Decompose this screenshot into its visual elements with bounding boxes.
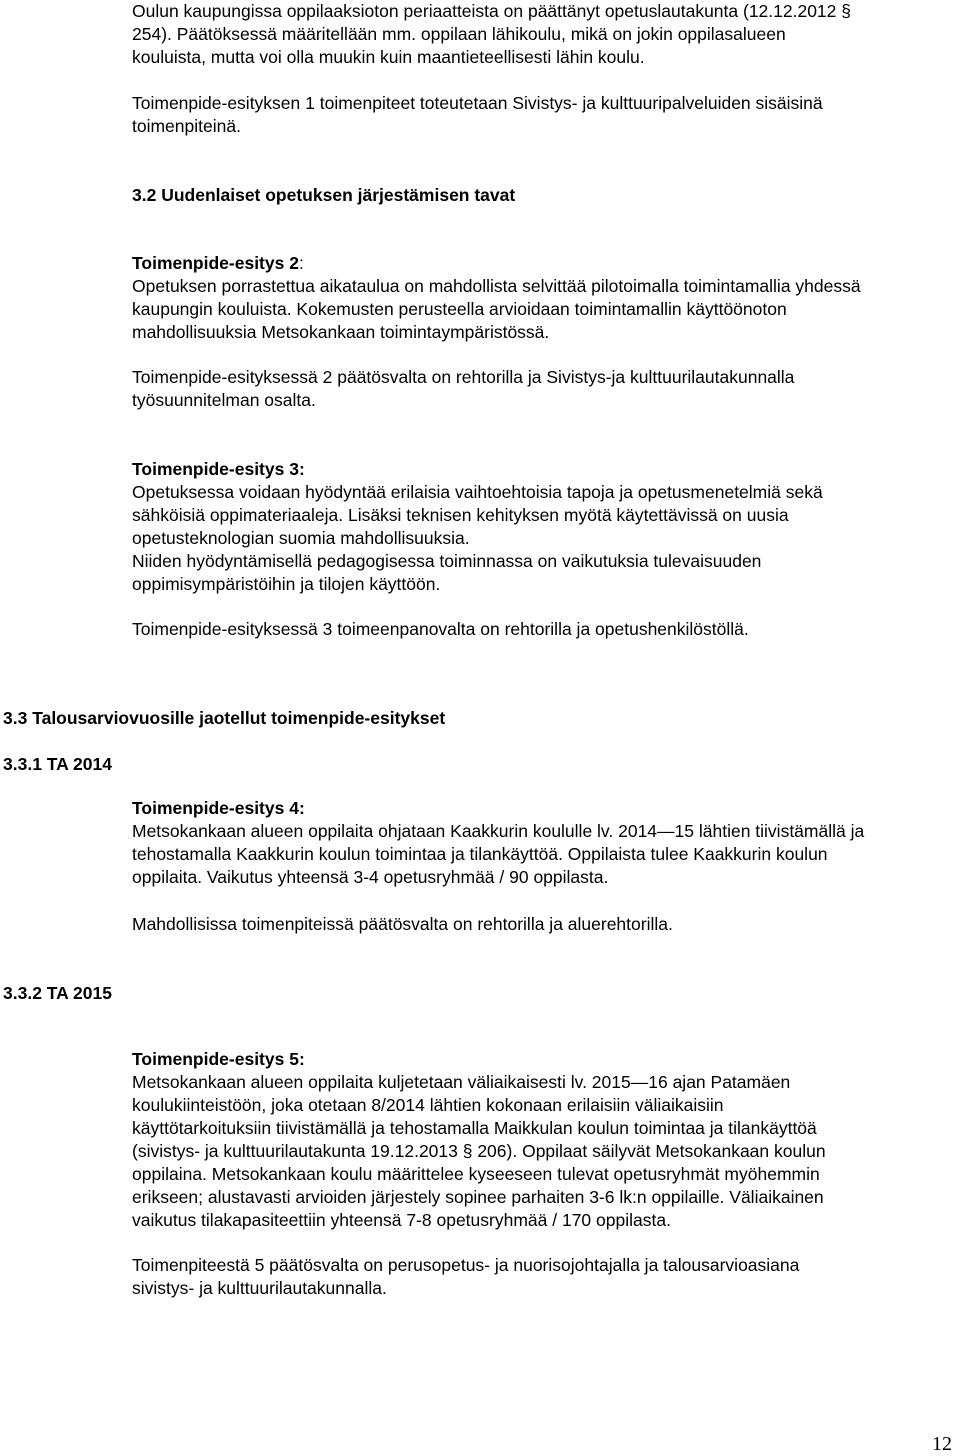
text-line: koulukiinteistöön, joka otetaan 8/2014 lähtien kokonaan erilaisiin väliaikaisiin	[132, 1095, 724, 1115]
text-line: kaupungin kouluista. Kokemusten perusteella arvioidaan toimintamallin käyttöönoton	[132, 299, 787, 319]
proposal-4-title: Toimenpide-esitys 4:	[132, 798, 305, 818]
text-line: 254). Päätöksessä määritellään mm. oppilaan lähikoulu, mikä on jokin oppilasalueen	[132, 24, 786, 44]
text-line: vaikutus tilakapasiteettiin yhteensä 7-8 opetusryhmää / 170 oppilasta.	[132, 1210, 671, 1230]
text-line: mahdollisuuksia Metsokankaan toimintaympäristössä.	[132, 322, 550, 342]
text-line: Metsokankaan alueen oppilaita kuljetetaan väliaikaisesti lv. 2015—16 ajan Patamäen	[132, 1072, 791, 1092]
decision-3	[132, 618, 749, 641]
proposal-5	[132, 1048, 826, 1232]
text-line: Opetuksessa voidaan hyödyntää erilaisia vaihtoehtoisia tapoja ja opetusmenetelmiä sekä	[132, 482, 823, 502]
proposal-2	[132, 252, 861, 344]
text-line: sähköisiä oppimateriaaleja. Lisäksi teknisen kehityksen myötä käytettävissä on uusia	[132, 505, 789, 525]
section-heading-3-2: 3.2 Uudenlaiset opetuksen järjestämisen tavat	[132, 185, 516, 205]
text-line: oppimisympäristöihin ja tilojen käyttöön.	[132, 574, 441, 594]
proposal-2-title	[132, 252, 861, 275]
text-line: sivistys- ja kulttuurilautakunnalla.	[132, 1278, 387, 1298]
proposal-4	[132, 797, 864, 889]
proposal-3	[132, 458, 823, 596]
text-line: oppilaita. Vaikutus yhteensä 3-4 opetusryhmää / 90 oppilasta.	[132, 867, 609, 887]
intro-note	[132, 92, 823, 138]
text-line: toimenpiteinä.	[132, 116, 241, 136]
text-line: Oulun kaupungissa oppilaaksioton periaatteista on päättänyt opetuslautakunta (12.12.2012 §	[132, 1, 851, 21]
text-line: opetusteknologian suomia mahdollisuuksia.	[132, 528, 470, 548]
subsection-heading-3-3-2: 3.3.2 TA 2015	[3, 983, 112, 1003]
decision-2	[132, 366, 794, 412]
text-line: Toimenpide-esityksessä 3 toimeenpanovalta on rehtorilla ja opetushenkilöstöllä.	[132, 619, 749, 639]
text-line: Niiden hyödyntämisellä pedagogisessa toiminnassa on vaikutuksia tulevaisuuden	[132, 551, 762, 571]
text-line: Toimenpide-esityksessä 2 päätösvalta on rehtorilla ja Sivistys-ja kulttuurilautakunnalla	[132, 367, 795, 387]
section-heading-3-3: 3.3 Talousarviovuosille jaotellut toimenpide-esitykset	[3, 708, 446, 728]
proposal-3-title: Toimenpide-esitys 3:	[132, 459, 305, 479]
text-line: Opetuksen porrastettua aikataulua on mahdollista selvittää pilotoimalla toimintamallia yhdessä	[132, 276, 861, 296]
text-line: Toimenpide-esityksen 1 toimenpiteet toteutetaan Sivistys- ja kulttuuripalveluiden sisäisinä	[132, 93, 823, 113]
text-line: Toimenpiteestä 5 päätösvalta on perusopetus- ja nuorisojohtajalla ja talousarvioasiana	[132, 1255, 800, 1275]
text-line: (sivistys- ja kulttuurilautakunta 19.12.2013 § 206). Oppilaat säilyvät Metsokankaan koulun	[132, 1141, 826, 1161]
text-line: käyttötarkoituksiin tiivistämällä ja tehostamalla Maikkulan koulun toimintaa ja tilankäyttöä	[132, 1118, 817, 1138]
text-line: Metsokankaan alueen oppilaita ohjataan Kaakkurin koululle lv. 2014—15 lähtien tiivistämällä ja	[132, 821, 865, 841]
proposal-title-text: Toimenpide-esitys 2	[132, 253, 299, 273]
intro-paragraph	[132, 0, 851, 69]
text-line: kouluista, mutta voi olla muukin kuin maantieteellisesti lähin koulu.	[132, 47, 645, 67]
text-line: erikseen; alustavasti arvioiden järjestely sopinee parhaiten 3-6 lk:n oppilaille. Väliaikainen	[132, 1187, 824, 1207]
decision-4	[132, 913, 673, 936]
subsection-heading-3-3-1: 3.3.1 TA 2014	[3, 754, 112, 774]
text-line: Mahdollisissa toimenpiteissä päätösvalta on rehtorilla ja aluerehtorilla.	[132, 914, 673, 934]
text-line: oppilaina. Metsokankaan koulu määrittelee kyseeseen tulevat opetusryhmät myöhemmin	[132, 1164, 820, 1184]
proposal-5-title: Toimenpide-esitys 5:	[132, 1049, 305, 1069]
text-line: tehostamalla Kaakkurin koulun toimintaa ja tilankäyttöä. Oppilaista tulee Kaakkurin koulun	[132, 844, 828, 864]
decision-5	[132, 1254, 799, 1300]
page-number: 12	[932, 1433, 952, 1455]
proposal-title-colon: :	[298, 253, 304, 273]
text-line: työsuunnitelman osalta.	[132, 390, 316, 410]
